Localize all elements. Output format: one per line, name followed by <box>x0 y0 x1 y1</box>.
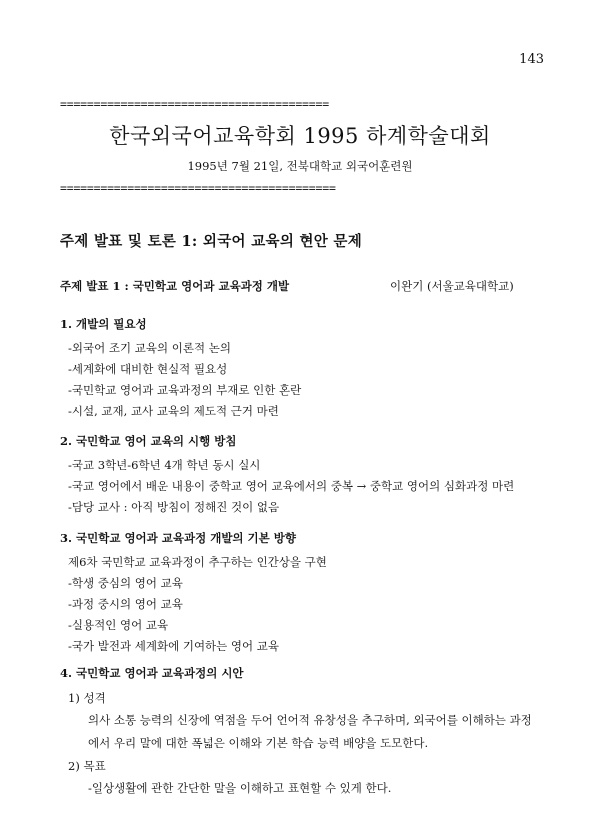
paragraph-line: 에서 우리 말에 대한 폭넓은 이해와 기본 학습 능력 배양을 도모한다. <box>88 736 429 750</box>
section-heading: 4. 국민학교 영어과 교육과정의 시안 <box>60 666 244 680</box>
paragraph-line: 의사 소통 능력의 신장에 역점을 두어 언어적 유창성을 추구하며, 외국어를 이해하는 과정 <box>88 713 532 727</box>
list-item: -국교 3학년-6학년 4개 학년 동시 실시 <box>68 458 261 472</box>
section-list <box>60 338 550 422</box>
list-item: -국민학교 영어과 교육과정의 부재로 인한 혼란 <box>68 383 302 397</box>
subsection-paragraph <box>60 709 550 755</box>
section-heading: 3. 국민학교 영어과 교육과정 개발의 기본 방향 <box>60 531 296 545</box>
page-number: 143 <box>519 52 544 67</box>
section-list <box>60 573 550 657</box>
section-2 <box>60 433 550 518</box>
talk-header <box>60 278 546 294</box>
talk-speaker: 이완기 (서울교육대학교) <box>390 279 514 293</box>
list-item: -일상생활에 관한 간단한 말을 이해하고 표현할 수 있게 한다. <box>88 781 392 795</box>
list-item: -시설, 교재, 교사 교육의 제도적 근거 마련 <box>68 404 279 418</box>
subsection-label: 1) 성격 <box>68 691 106 705</box>
section-3 <box>60 530 550 657</box>
section-4 <box>60 665 550 799</box>
conference-title: 한국외국어교육학회 1995 하계학술대회 <box>109 124 491 148</box>
conference-subtitle: 1995년 7월 21일, 전북대학교 외국어훈련원 <box>187 159 413 173</box>
list-item: -국교 영어에서 배운 내용이 중학교 영어 교육에서의 중복 → 중학교 영어의 심화과정 마련 <box>68 479 515 493</box>
section-list <box>60 455 550 518</box>
list-item: -국가 발전과 세계화에 기여하는 영어 교육 <box>68 639 280 653</box>
section-heading: 1. 개발의 필요성 <box>60 317 147 331</box>
list-item: -세계화에 대비한 현실적 필요성 <box>68 362 228 376</box>
list-item: -실용적인 영어 교육 <box>68 618 169 632</box>
list-item: -학생 중심의 영어 교육 <box>68 576 183 590</box>
section-lead: 제6차 국민학교 교육과정이 추구하는 인간상을 구현 <box>68 555 327 569</box>
talk-title: 주제 발표 1 : 국민학교 영어과 교육과정 개발 <box>60 279 290 293</box>
list-item: -과정 중시의 영어 교육 <box>68 597 183 611</box>
bottom-double-rule: ========================================= <box>60 181 336 195</box>
top-double-rule: ======================================== <box>60 97 329 111</box>
list-item: -담당 교사 : 아직 방침이 정해진 것이 없음 <box>68 500 280 514</box>
section-1 <box>60 316 550 422</box>
list-item: -외국어 조기 교육의 이론적 논의 <box>68 341 231 355</box>
section-heading: 2. 국민학교 영어 교육의 시행 방침 <box>60 434 237 448</box>
session-title: 주제 발표 및 토론 1: 외국어 교육의 현안 문제 <box>60 233 363 250</box>
subsection-label: 2) 목표 <box>68 759 106 773</box>
